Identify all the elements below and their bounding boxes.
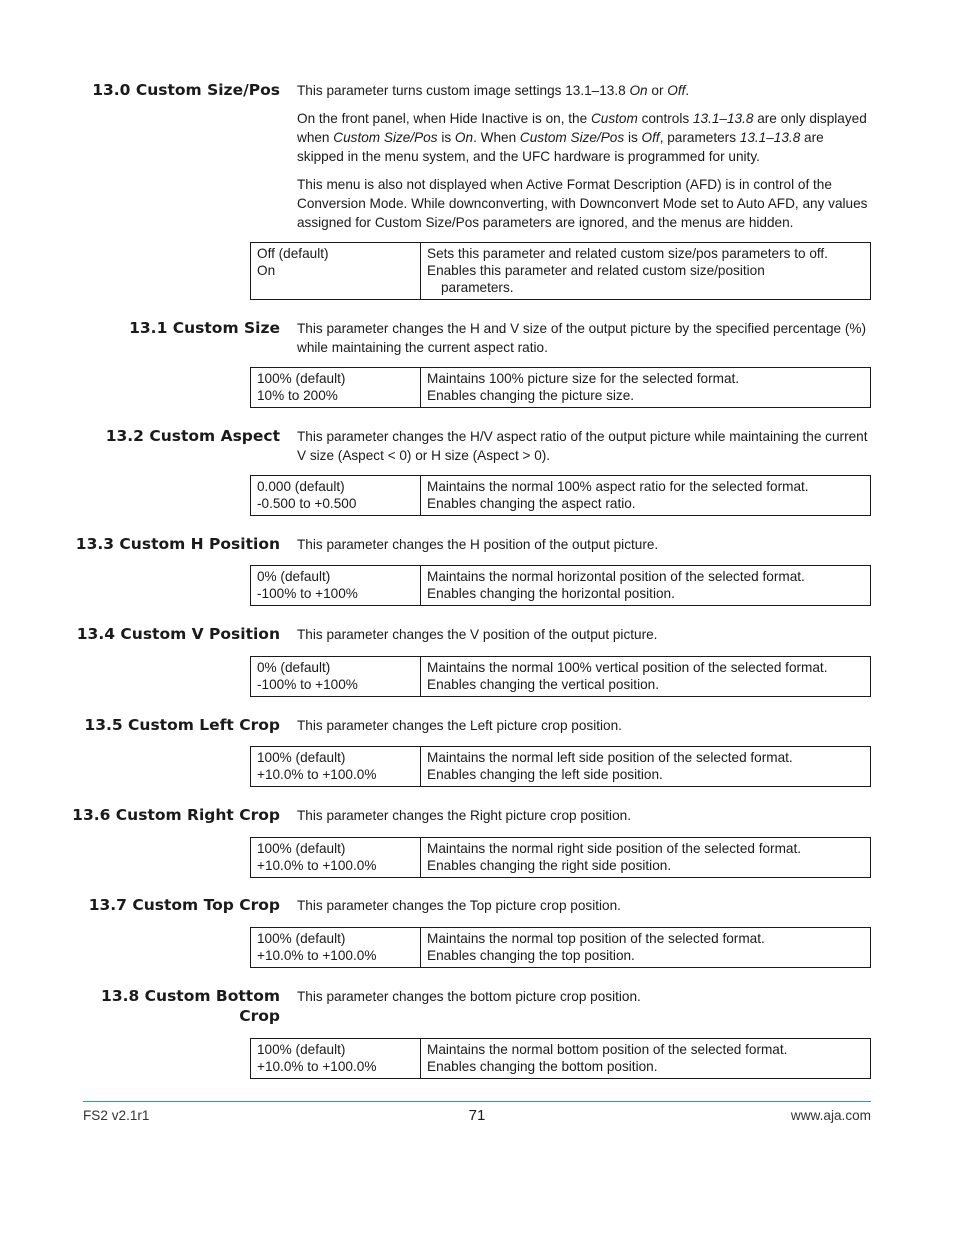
option-description: Enables changing the left side position. [427,767,663,782]
descriptions-column [421,657,870,696]
footer-rule [83,1101,871,1102]
options-table-13-2 [250,475,871,516]
option-description: Enables changing the horizontal position. [427,586,675,601]
option-description: Enables changing the top position. [427,948,635,963]
option-description: Enables changing the right side position. [427,858,672,873]
descriptions-column [421,476,870,515]
options-table-13-3 [250,565,871,606]
page-number: 71 [468,1107,486,1124]
option-description: parameters. [441,280,514,295]
option-description: Maintains the normal left side position of the selected format. [427,750,793,765]
options-table-13-5 [250,746,871,787]
heading-13-3: 13.3 Custom H Position [75,535,280,553]
option-description: Maintains the normal horizontal position of the selected format. [427,569,805,584]
paragraph-13-3: This parameter changes the H position of the output picture. [297,537,659,552]
descriptions-column [421,747,870,786]
options-table-13-0 [250,242,871,300]
options-table-13-1 [250,367,871,408]
option-value: Off (default) [257,246,329,261]
paragraph-13-2: This parameter changes the H/V aspect ratio of the output picture while maintaining the current V size (Aspect < 0) or H size (Aspect > 0). [297,429,868,463]
options-column [251,566,421,605]
option-value: -100% to +100% [257,677,358,692]
option-value: -100% to +100% [257,586,358,601]
option-description: Maintains 100% picture size for the selected format. [427,371,740,386]
footer-doc-version: FS2 v2.1r1 [83,1108,150,1123]
option-value: 100% (default) [257,931,346,946]
options-table-13-4 [250,656,871,697]
option-description: Maintains the normal right side position of the selected format. [427,841,802,856]
option-value: +10.0% to +100.0% [257,948,377,963]
footer-website-link[interactable]: www.aja.com [790,1108,871,1123]
option-value: 100% (default) [257,371,346,386]
option-value: 0% (default) [257,660,331,675]
option-description: Enables changing the aspect ratio. [427,496,636,511]
descriptions-column [421,928,870,967]
option-description: Maintains the normal bottom position of the selected format. [427,1042,788,1057]
options-column [251,243,421,299]
heading-13-0: 13.0 Custom Size/Pos [92,81,280,99]
paragraph-13-0-1: This parameter turns custom image settings 13.1–13.8 On or Off. [297,83,690,98]
paragraph-13-0-3: This menu is also not displayed when Active Format Description (AFD) is in control of the Conversion Mode. While downconverting, with Downconvert Mode set to Auto AFD, any values assigned for Custom Size/Pos parameters are ignored, and the menus are hidden. [297,177,868,230]
descriptions-column [421,368,870,407]
heading-13-8: 13.8 Custom Bottom Crop [101,987,280,1025]
option-value: 0.000 (default) [257,479,345,494]
option-value: 10% to 200% [257,388,338,403]
options-column [251,368,421,407]
paragraph-13-6: This parameter changes the Right picture crop position. [297,808,631,823]
options-table-13-8 [250,1038,871,1079]
option-value: -0.500 to +0.500 [257,496,357,511]
paragraph-13-1: This parameter changes the H and V size of the output picture by the specified percentage (%) while maintaining the current aspect ratio. [297,321,866,355]
paragraph-13-7: This parameter changes the Top picture crop position. [297,898,621,913]
option-value: 100% (default) [257,1042,346,1057]
paragraph-13-8: This parameter changes the bottom picture crop position. [297,989,641,1004]
paragraph-13-0-2: On the front panel, when Hide Inactive is on, the Custom controls 13.1–13.8 are only displayed when Custom Size/Pos is On. When Custom Size/Pos is Off, parameters 13.1–13.8 are skipped in the menu system, and the UFC hardware is programmed for unity. [297,111,867,164]
option-description: Maintains the normal top position of the selected format. [427,931,765,946]
option-description: Maintains the normal 100% aspect ratio for the selected format. [427,479,809,494]
option-value: On [257,263,276,278]
option-description: Enables changing the picture size. [427,388,635,403]
option-description: Sets this parameter and related custom size/pos parameters to off. [427,246,828,261]
heading-13-1: 13.1 Custom Size [129,319,280,337]
options-column [251,1039,421,1078]
paragraph-13-5: This parameter changes the Left picture crop position. [297,718,622,733]
options-column [251,928,421,967]
option-value: 100% (default) [257,750,346,765]
paragraph-13-4: This parameter changes the V position of the output picture. [297,627,658,642]
descriptions-column [421,838,870,877]
options-column [251,747,421,786]
option-value: +10.0% to +100.0% [257,858,377,873]
option-description: Enables changing the bottom position. [427,1059,658,1074]
options-column [251,657,421,696]
heading-13-6: 13.6 Custom Right Crop [72,806,280,824]
options-column [251,838,421,877]
option-description: Enables this parameter and related custom size/position [427,263,765,278]
option-description: Maintains the normal 100% vertical position of the selected format. [427,660,828,675]
options-column [251,476,421,515]
descriptions-column [421,566,870,605]
option-description: Enables changing the vertical position. [427,677,659,692]
option-value: 0% (default) [257,569,331,584]
heading-13-5: 13.5 Custom Left Crop [84,716,280,734]
heading-13-7: 13.7 Custom Top Crop [88,896,280,914]
descriptions-column [421,243,870,299]
options-table-13-6 [250,837,871,878]
option-value: +10.0% to +100.0% [257,1059,377,1074]
descriptions-column [421,1039,870,1078]
option-value: 100% (default) [257,841,346,856]
options-table-13-7 [250,927,871,968]
heading-13-4: 13.4 Custom V Position [76,625,280,643]
heading-13-2: 13.2 Custom Aspect [105,427,280,445]
option-value: +10.0% to +100.0% [257,767,377,782]
